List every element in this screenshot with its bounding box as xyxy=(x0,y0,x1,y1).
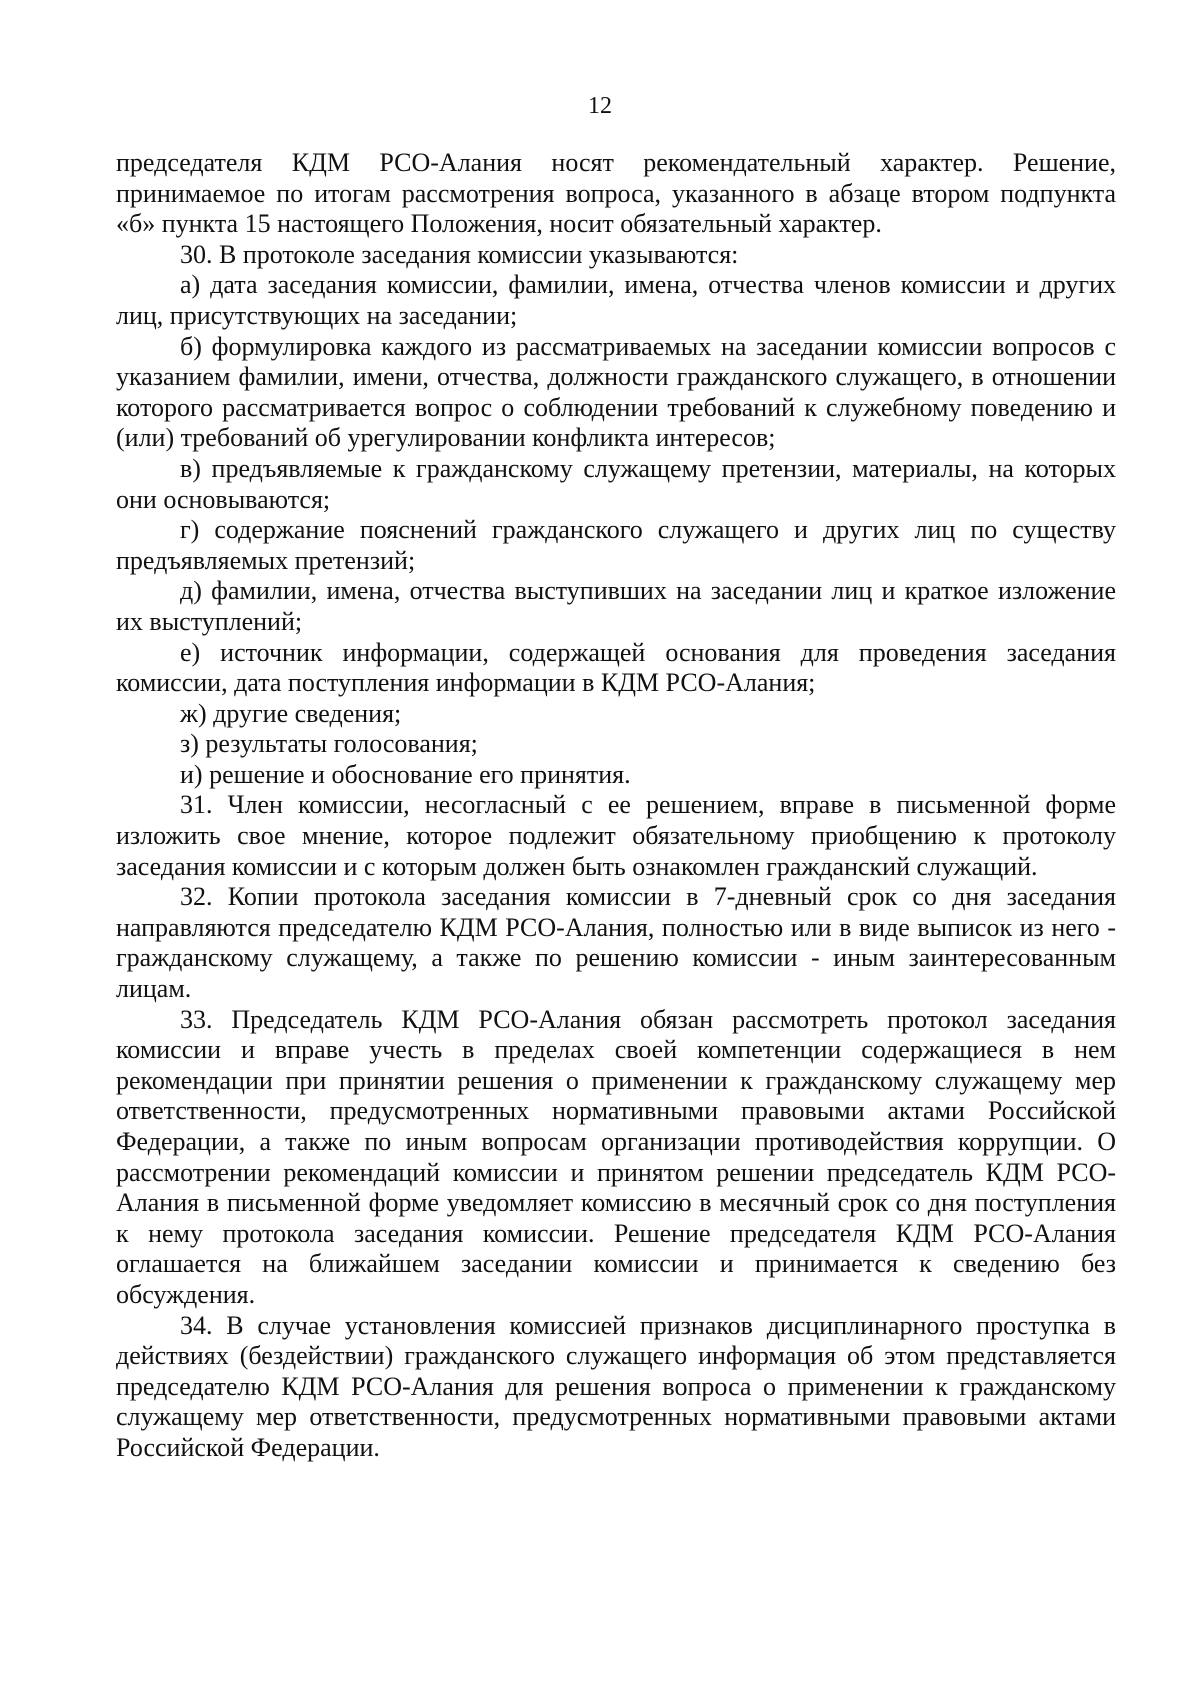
paragraph-subitem-e: е) источник информации, содержащей основания для проведения заседания комиссии, дата поступления информации в КДМ РСО-Алания; xyxy=(116,637,1116,698)
paragraph-subitem-v: в) предъявляемые к гражданскому служащему претензии, материалы, на которых они основываются; xyxy=(116,453,1116,514)
paragraph-subitem-b: б) формулировка каждого из рассматриваемых на заседании комиссии вопросов с указанием фамилии, имени, отчества, должности гражданского служащего, в отношении которого рассматривается вопрос о соблюдении требований к служебному поведению и (или) требований об урегулировании конфликта интересов; xyxy=(116,331,1116,453)
paragraph-subitem-zh: ж) другие сведения; xyxy=(180,698,402,728)
paragraph-subitem-z: з) результаты голосования; xyxy=(180,729,478,759)
paragraph-subitem-d: д) фамилии, имена, отчества выступивших на заседании лиц и краткое изложение их выступлений; xyxy=(116,576,1116,636)
paragraph-item-32: 32. Копии протокола заседания комиссии в 7-дневный срок со дня заседания направляются председателю КДМ РСО-Алания, полностью или в виде выписок из него - гражданскому служащему, а также по решению комиссии - иным заинтересованным лицам. xyxy=(116,882,1116,1004)
paragraph-item-34: 34. В случае установления комиссией признаков дисциплинарного проступка в действиях (бездействии) гражданского служащего информация об этом представляется председателю КДМ РСО-Алания для решения вопроса о применении к гражданскому служащему мер ответственности, предусмотренных нормативными правовыми актами Российской Федерации. xyxy=(116,1310,1116,1462)
paragraph-subitem-i: и) решение и обоснование его принятия. xyxy=(180,759,631,789)
paragraph-subitem-a: а) дата заседания комиссии, фамилии, имена, отчества членов комиссии и других лиц, присутствующих на заседании; xyxy=(116,270,1116,330)
page-number: 12 xyxy=(588,93,612,119)
paragraph-continuation: председателя КДМ РСО-Алания носят рекомендательный характер. Решение, принимаемое по итогам рассмотрения вопроса, указанного в абзаце втором подпункта «б» пункта 15 настоящего Положения, носит обязательный характер. xyxy=(116,148,1116,239)
paragraph-subitem-g: г) содержание пояснений гражданского служащего и других лиц по существу предъявляемых претензий; xyxy=(116,515,1116,575)
paragraph-item-30: 30. В протоколе заседания комиссии указываются: xyxy=(180,239,739,269)
paragraph-item-31: 31. Член комиссии, несогласный с ее решением, вправе в письменной форме изложить свое мнение, которое подлежит обязательному приобщению к протоколу заседания комиссии и с которым должен быть ознакомлен гражданский служащий. xyxy=(116,790,1116,881)
document-body xyxy=(116,148,1116,1464)
paragraph-item-33: 33. Председатель КДМ РСО-Алания обязан рассмотреть протокол заседания комиссии и вправе учесть в пределах своей компетенции содержащиеся в нем рекомендации при принятии решения о применении к гражданскому служащему мер ответственности, предусмотренных нормативными правовыми актами Российской Федерации, а также по иным вопросам организации противодействия коррупции. О рассмотрении рекомендаций комиссии и принятом решении председатель КДМ РСО-Алания в письменной форме уведомляет комиссию в месячный срок со дня поступления к нему протокола заседания комиссии. Решение председателя КДМ РСО-Алания оглашается на ближайшем заседании комиссии и принимается к сведению без обсуждения. xyxy=(116,1004,1116,1309)
